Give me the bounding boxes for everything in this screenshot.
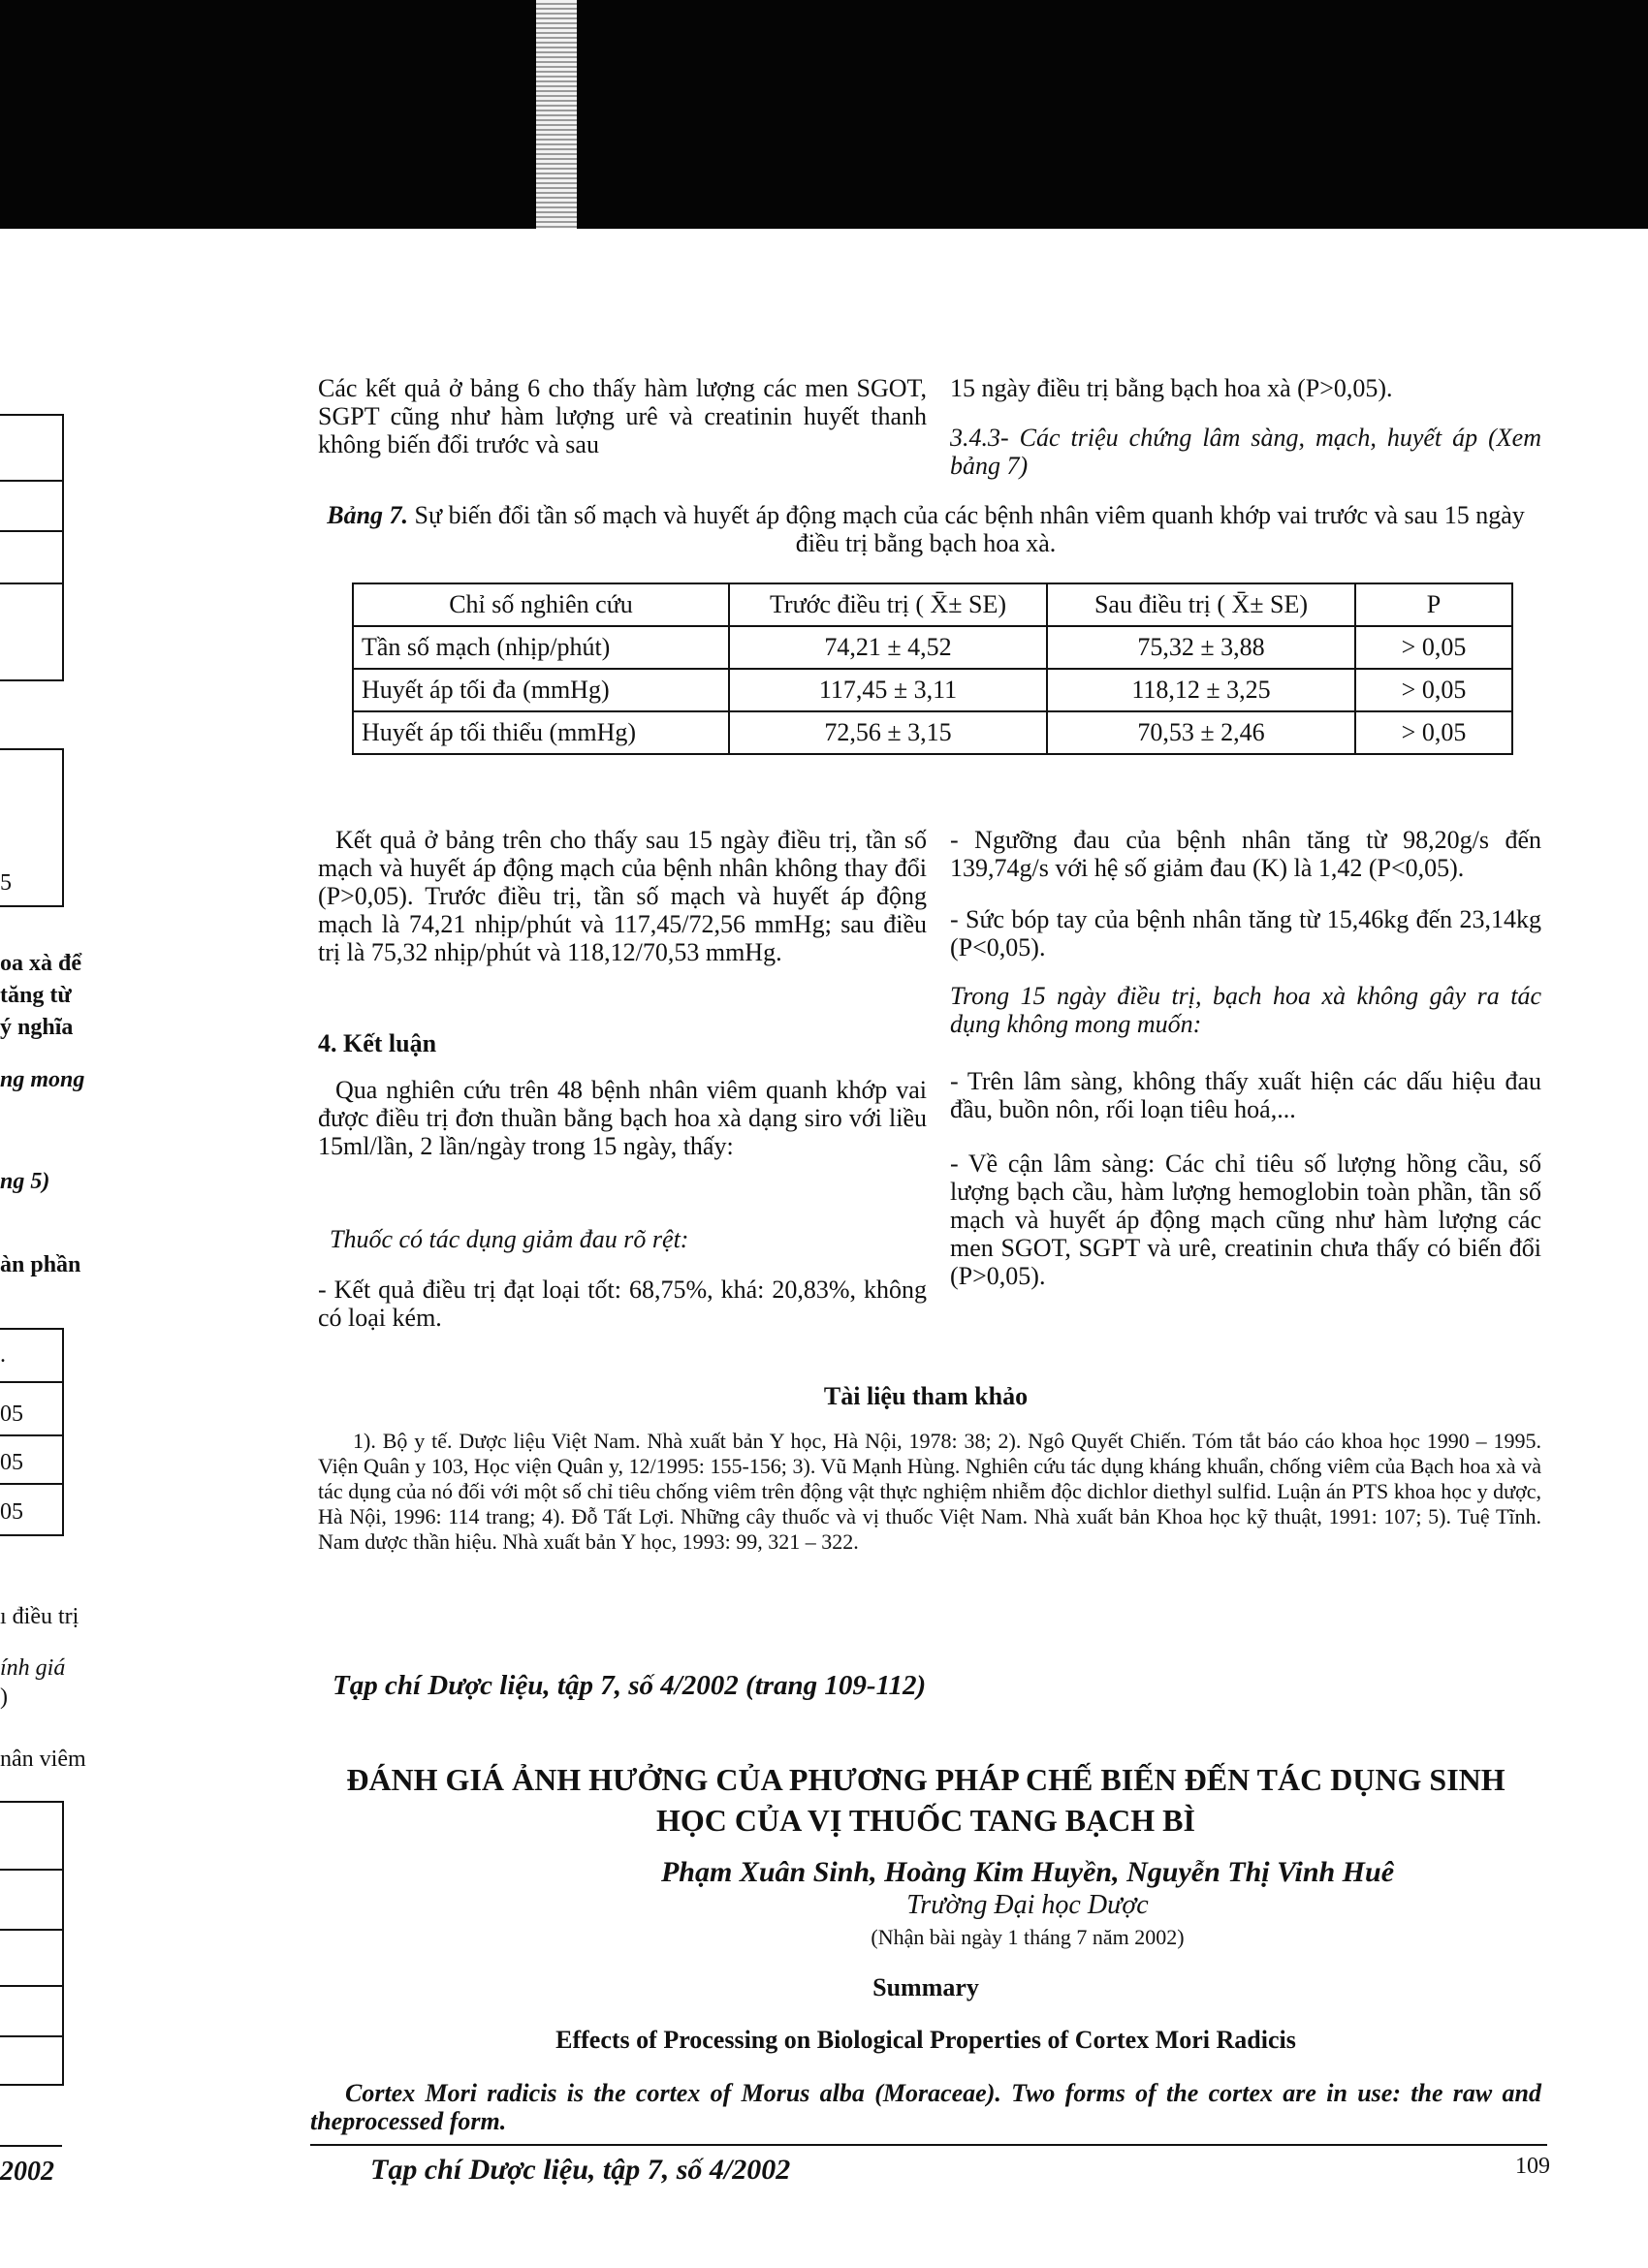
table-header-cell: Trước điều trị ( X̄± SE)	[729, 583, 1047, 626]
table-cell: Tần số mạch (nhịp/phút)	[353, 626, 729, 669]
bleed-text: 05	[0, 1402, 23, 1427]
table-header-row	[353, 583, 1512, 626]
table-cell: 74,21 ± 4,52	[729, 626, 1047, 669]
bleed-rule	[0, 2035, 62, 2037]
bleed-rule	[0, 1869, 62, 1871]
section-heading-conclusion: 4. Kết luận	[318, 1029, 437, 1057]
table-cell: 72,56 ± 3,15	[729, 711, 1047, 754]
conclusion-bullet: - Kết quả điều trị đạt loại tốt: 68,75%, khá: 20,83%, không có loại kém.	[318, 1276, 927, 1332]
bleed-rule	[0, 1434, 62, 1436]
conclusion-bullet: - Ngưỡng đau của bệnh nhân tăng từ 98,20g/s đến 139,74g/s với hệ số giảm đau (K) là 1,42 (P<0,05).	[950, 826, 1541, 882]
bleed-rule	[0, 1929, 62, 1931]
scan-dark-band	[0, 0, 1648, 229]
conclusion-subheading-analgesic: Thuốc có tác dụng giảm đau rõ rệt:	[330, 1225, 689, 1253]
conclusion-bullet: - Sức bóp tay của bệnh nhân tăng từ 15,46kg đến 23,14kg (P<0,05).	[950, 905, 1541, 961]
table-header-cell: Sau điều trị ( X̄± SE)	[1047, 583, 1355, 626]
summary-heading: Summary	[872, 1973, 979, 2001]
article-authors: Phạm Xuân Sinh, Hoàng Kim Huyền, Nguyễn Thị Vinh Huê	[660, 1856, 1395, 1888]
table-cell: 70,53 ± 2,46	[1047, 711, 1355, 754]
article-received-date: (Nhận bài ngày 1 tháng 7 năm 2002)	[871, 1925, 1185, 1949]
bleed-rule	[0, 530, 62, 532]
conclusion-subheading-side-effects: Trong 15 ngày điều trị, bạch hoa xà không gây ra tác dụng không mong muốn:	[950, 982, 1541, 1038]
conclusion-bullet: - Trên lâm sàng, không thấy xuất hiện các dấu hiệu đau đầu, buồn nôn, rối loạn tiêu hoá,...	[950, 1067, 1541, 1123]
scan-gutter-strip	[536, 0, 577, 229]
paragraph-conclusion: Qua nghiên cứu trên 48 bệnh nhân viêm quanh khớp vai được điều trị đơn thuần bằng bạch hoa xà dạng siro với liều 15ml/lần, 2 lần/ngày trong 15 ngày, thấy:	[318, 1076, 927, 1160]
bleed-rule	[0, 480, 62, 482]
bleed-rule	[0, 1985, 62, 1987]
paragraph-table6-result: Các kết quả ở bảng 6 cho thấy hàm lượng các men SGOT, SGPT cũng như hàm lượng urê và creatinin huyết thanh không biến đổi trước và sau	[318, 374, 927, 458]
footer-rule	[310, 2144, 1547, 2146]
bleed-rule	[0, 1381, 62, 1383]
table-cell: Huyết áp tối đa (mmHg)	[353, 669, 729, 711]
table7-caption-text: Sự biến đổi tần số mạch và huyết áp động mạch của các bệnh nhân viêm quanh khớp vai trước và sau 15 ngày điều trị bằng bạch hoa xà.	[408, 501, 1525, 557]
bleed-text: 5	[0, 870, 12, 896]
bleed-text: àn phần	[0, 1252, 81, 1277]
table-cell: > 0,05	[1355, 669, 1512, 711]
paragraph-table7-result: Kết quả ở bảng trên cho thấy sau 15 ngày điều trị, tần số mạch và huyết áp động mạch của bệnh nhân không thay đổi (P>0,05). Trước điều trị, tần số mạch và huyết áp động mạch là 74,21 nhịp/phút và 117,45/72,56 mmHg; sau điều trị là 75,32 nhịp/phút và 118,12/70,53 mmHg.	[318, 826, 927, 966]
table-row	[353, 669, 1512, 711]
summary-text: Cortex Mori radicis is the cortex of Morus alba (Moraceae). Two forms of the cortex are in use: the raw and theprocessed form.	[310, 2079, 1541, 2135]
conclusion-bullet: - Về cận lâm sàng: Các chỉ tiêu số lượng hồng cầu, số lượng bạch cầu, hàm lượng hemoglobin toàn phần, tần số mạch và huyết áp động mạch cũng như hàm lượng các men SGOT, SGPT và urê, creatinin chưa thấy có biến đổi (P>0,05).	[950, 1150, 1541, 1290]
table7-caption	[310, 501, 1541, 557]
table7-caption-label: Bảng 7.	[327, 501, 409, 529]
bleed-text: 05	[0, 1450, 23, 1475]
table-row	[353, 626, 1512, 669]
bleed-text: ı điều trị	[0, 1604, 79, 1629]
references-list: 1). Bộ y tế. Dược liệu Việt Nam. Nhà xuất bản Y học, Hà Nội, 1978: 38; 2). Ngô Quyết Chiến. Tóm tắt báo cáo khoa học 1990 – 1995. Viện Quân y 103, Học viện Quân y, 12/1995: 155-156; 3). Vũ Mạnh Hùng. Nghiên cứu tác dụng kháng khuẩn, chống viêm của Bạch hoa xà và tác dụng của nó đối với một số chỉ tiêu chống viêm trên động vật thực nghiệm nhiễm độc dichlor diethyl sulfid. Luận án PTS khoa học y dược, Hà Nội, 1996: 114 trang; 4). Đỗ Tất Lợi. Những cây thuốc và vị thuốc Việt Nam. Nhà xuất bản Khoa học kỹ thuật, 1991: 107; 5). Tuệ Tĩnh. Nam dược thần hiệu. Nhà xuất bản Y học, 1993: 99, 321 – 322.	[318, 1429, 1541, 1554]
article-source: Tạp chí Dược liệu, tập 7, số 4/2002 (trang 109-112)	[333, 1670, 927, 1701]
bleed-text: ng 5)	[0, 1169, 50, 1194]
bleed-rule	[0, 583, 62, 584]
bleed-text: ý nghĩa	[0, 1015, 74, 1040]
bleed-text: ng mong	[0, 1067, 85, 1092]
bleed-rule	[0, 1483, 62, 1485]
table-cell: 117,45 ± 3,11	[729, 669, 1047, 711]
bleed-text: oa xà để	[0, 951, 81, 976]
bleed-text: )	[0, 1685, 8, 1710]
article-title: ĐÁNH GIÁ ẢNH HƯỞNG CỦA PHƯƠNG PHÁP CHẾ BIẾN ĐẾN TÁC DỤNG SINH HỌC CỦA VỊ THUỐC TANG BẠCH BÌ	[346, 1762, 1505, 1838]
bleed-text: nân viêm	[0, 1747, 86, 1772]
bleed-text: 2002	[0, 2157, 54, 2187]
table-cell: 118,12 ± 3,25	[1047, 669, 1355, 711]
table-row	[353, 711, 1512, 754]
bleed-rule	[0, 2145, 62, 2147]
table-cell: 75,32 ± 3,88	[1047, 626, 1355, 669]
table-header-cell: Chỉ số nghiên cứu	[353, 583, 729, 626]
bleed-table-box	[0, 1801, 64, 2086]
bleed-text: .	[0, 1342, 6, 1368]
references-title: Tài liệu tham khảo	[823, 1382, 1029, 1410]
section-heading-3-4-3: 3.4.3- Các triệu chứng lâm sàng, mạch, huyết áp (Xem bảng 7)	[950, 424, 1541, 480]
page-number: 109	[1515, 2154, 1550, 2179]
table-cell: > 0,05	[1355, 626, 1512, 669]
footer-journal: Tạp chí Dược liệu, tập 7, số 4/2002	[370, 2154, 791, 2186]
bleed-text: tăng từ	[0, 983, 72, 1008]
summary-title: Effects of Processing on Biological Properties of Cortex Mori Radicis	[555, 2026, 1296, 2054]
article-affiliation: Trường Đại học Dược	[906, 1890, 1149, 1920]
bleed-text: ính giá	[0, 1655, 66, 1681]
table7	[352, 583, 1513, 755]
table-header-cell: P	[1355, 583, 1512, 626]
paragraph-continuation: 15 ngày điều trị bằng bạch hoa xà (P>0,05).	[950, 374, 1393, 402]
bleed-table-box	[0, 414, 64, 681]
table-cell: Huyết áp tối thiểu (mmHg)	[353, 711, 729, 754]
bleed-text: 05	[0, 1499, 23, 1525]
table-cell: > 0,05	[1355, 711, 1512, 754]
